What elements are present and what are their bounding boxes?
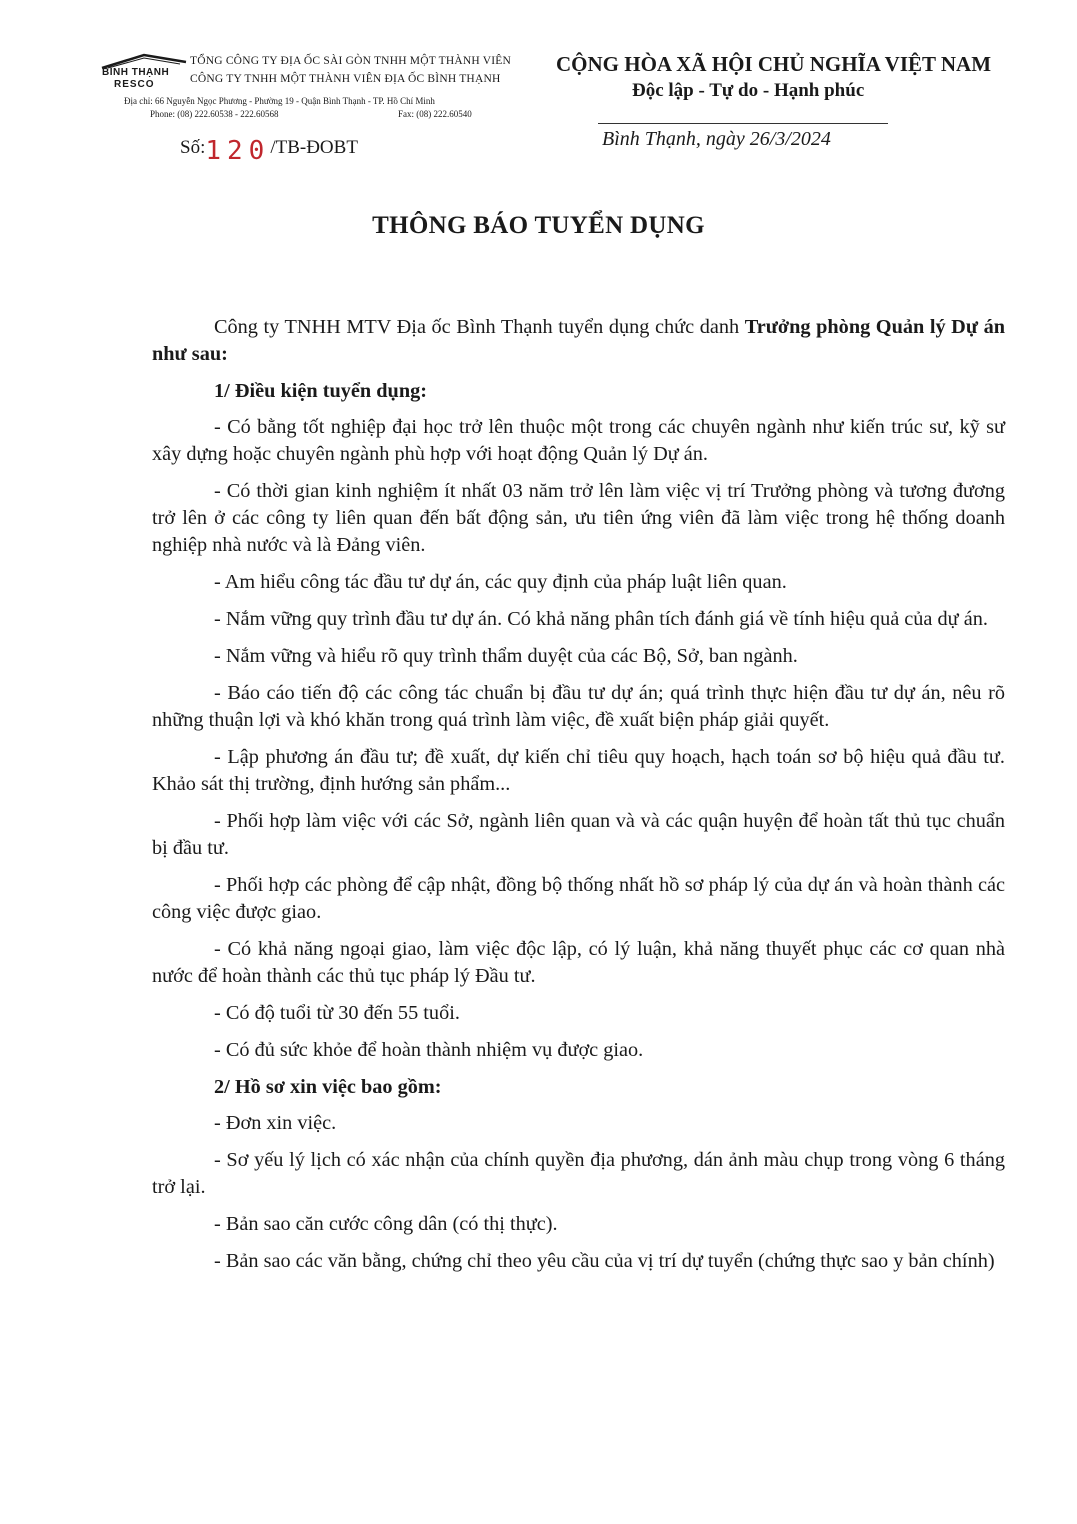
company-fax: Fax: (08) 222.60540: [398, 109, 472, 119]
company-phone: Phone: (08) 222.60538 - 222.60568: [150, 109, 279, 119]
list-item: - Báo cáo tiến độ các công tác chuẩn bị đầu tư dự án; quá trình thực hiện đầu tư dự án, nêu rõ những thuận lợi và khó khăn trong quá trình làm việc, đề xuất biện pháp giải quyết.: [152, 682, 1005, 731]
list-item: - Lập phương án đầu tư; đề xuất, dự kiến chỉ tiêu quy hoạch, hạch toán sơ bộ hiệu quả đầu tư. Khảo sát thị trường, định hướng sản phẩm...: [152, 746, 1005, 795]
document-number: [180, 130, 358, 166]
list-item: - Đơn xin việc.: [214, 1112, 337, 1134]
document-date: Bình Thạnh, ngày 26/3/2024: [602, 128, 831, 150]
section1-heading: 1/ Điều kiện tuyển dụng:: [214, 380, 428, 402]
document-body: [152, 314, 1005, 1285]
intro-position: Trưởng phòng Quản lý Dự án như sau:: [152, 316, 1005, 365]
list-item: - Có bằng tốt nghiệp đại học trở lên thuộc một trong các chuyên ngành như kiến trúc sư, kỹ sư xây dựng hoặc chuyên ngành phù hợp với hoạt động Quản lý Dự án.: [152, 416, 1005, 465]
document-number-prefix: Số:: [180, 137, 206, 158]
list-item: - Phối hợp các phòng để cập nhật, đồng bộ thống nhất hồ sơ pháp lý của dự án và hoàn thành các công việc được giao.: [152, 874, 1005, 923]
company-name: CÔNG TY TNHH MỘT THÀNH VIÊN ĐỊA ỐC BÌNH THẠNH: [190, 73, 501, 85]
parent-company-name: TỔNG CÔNG TY ĐỊA ỐC SÀI GÒN TNHH MỘT THÀNH VIÊN: [190, 55, 511, 67]
intro-paragraph: [152, 314, 1005, 368]
page-title: THÔNG BÁO TUYỂN DỤNG: [372, 212, 705, 239]
motto-underline: [598, 123, 888, 124]
company-address: Địa chỉ: 66 Nguyễn Ngọc Phương - Phường 19 - Quận Bình Thạnh - TP. Hồ Chí Minh: [124, 96, 435, 106]
list-item: - Có thời gian kinh nghiệm ít nhất 03 năm trở lên làm việc vị trí Trưởng phòng và tương đương trở lên ở các công ty liên quan đến bất động sản, ưu tiên ứng viên đã làm việc trong hệ thống doanh nghiệp nhà nước và là Đảng viên.: [152, 480, 1005, 556]
list-item: - Có độ tuổi từ 30 đến 55 tuổi.: [214, 1002, 460, 1024]
document-number-suffix: /TB-ĐOBT: [270, 137, 358, 158]
logo-brand-sub: RESCO: [114, 79, 155, 90]
list-item: - Nắm vững quy trình đầu tư dự án. Có khả năng phân tích đánh giá về tính hiệu quả của dự án.: [214, 608, 988, 630]
logo-brand-name: BÌNH THẠNH: [102, 67, 170, 78]
national-motto: Độc lập - Tự do - Hạnh phúc: [632, 80, 865, 101]
document-number-value: 120: [205, 136, 271, 166]
list-item: - Nắm vững và hiểu rõ quy trình thẩm duyệt của các Bộ, Sở, ban ngành.: [214, 645, 798, 667]
national-title: CỘNG HÒA XÃ HỘI CHỦ NGHĨA VIỆT NAM: [556, 52, 992, 76]
list-item: - Bản sao các văn bằng, chứng chỉ theo yêu cầu của vị trí dự tuyển (chứng thực sao y bản chính): [214, 1250, 995, 1272]
list-item: - Am hiểu công tác đầu tư dự án, các quy định của pháp luật liên quan.: [214, 571, 787, 593]
list-item: - Có khả năng ngoại giao, làm việc độc lập, có lý luận, khả năng thuyết phục các cơ quan nhà nước để hoàn thành các thủ tục pháp lý Đầu tư.: [152, 938, 1005, 987]
list-item: - Bản sao căn cước công dân (có thị thực).: [214, 1213, 558, 1235]
list-item: - Có đủ sức khỏe để hoàn thành nhiệm vụ được giao.: [214, 1039, 644, 1061]
list-item: - Phối hợp làm việc với các Sở, ngành liên quan và và các quận huyện để hoàn tất thủ tục chuẩn bị đầu tư.: [152, 810, 1005, 859]
list-item: - Sơ yếu lý lịch có xác nhận của chính quyền địa phương, dán ảnh màu chụp trong vòng 6 tháng trở lại.: [152, 1149, 1005, 1198]
section2-heading: 2/ Hồ sơ xin việc bao gồm:: [214, 1076, 442, 1098]
intro-text: Công ty TNHH MTV Địa ốc Bình Thạnh tuyển dụng chức danh: [214, 316, 745, 338]
company-logo: [100, 52, 190, 94]
